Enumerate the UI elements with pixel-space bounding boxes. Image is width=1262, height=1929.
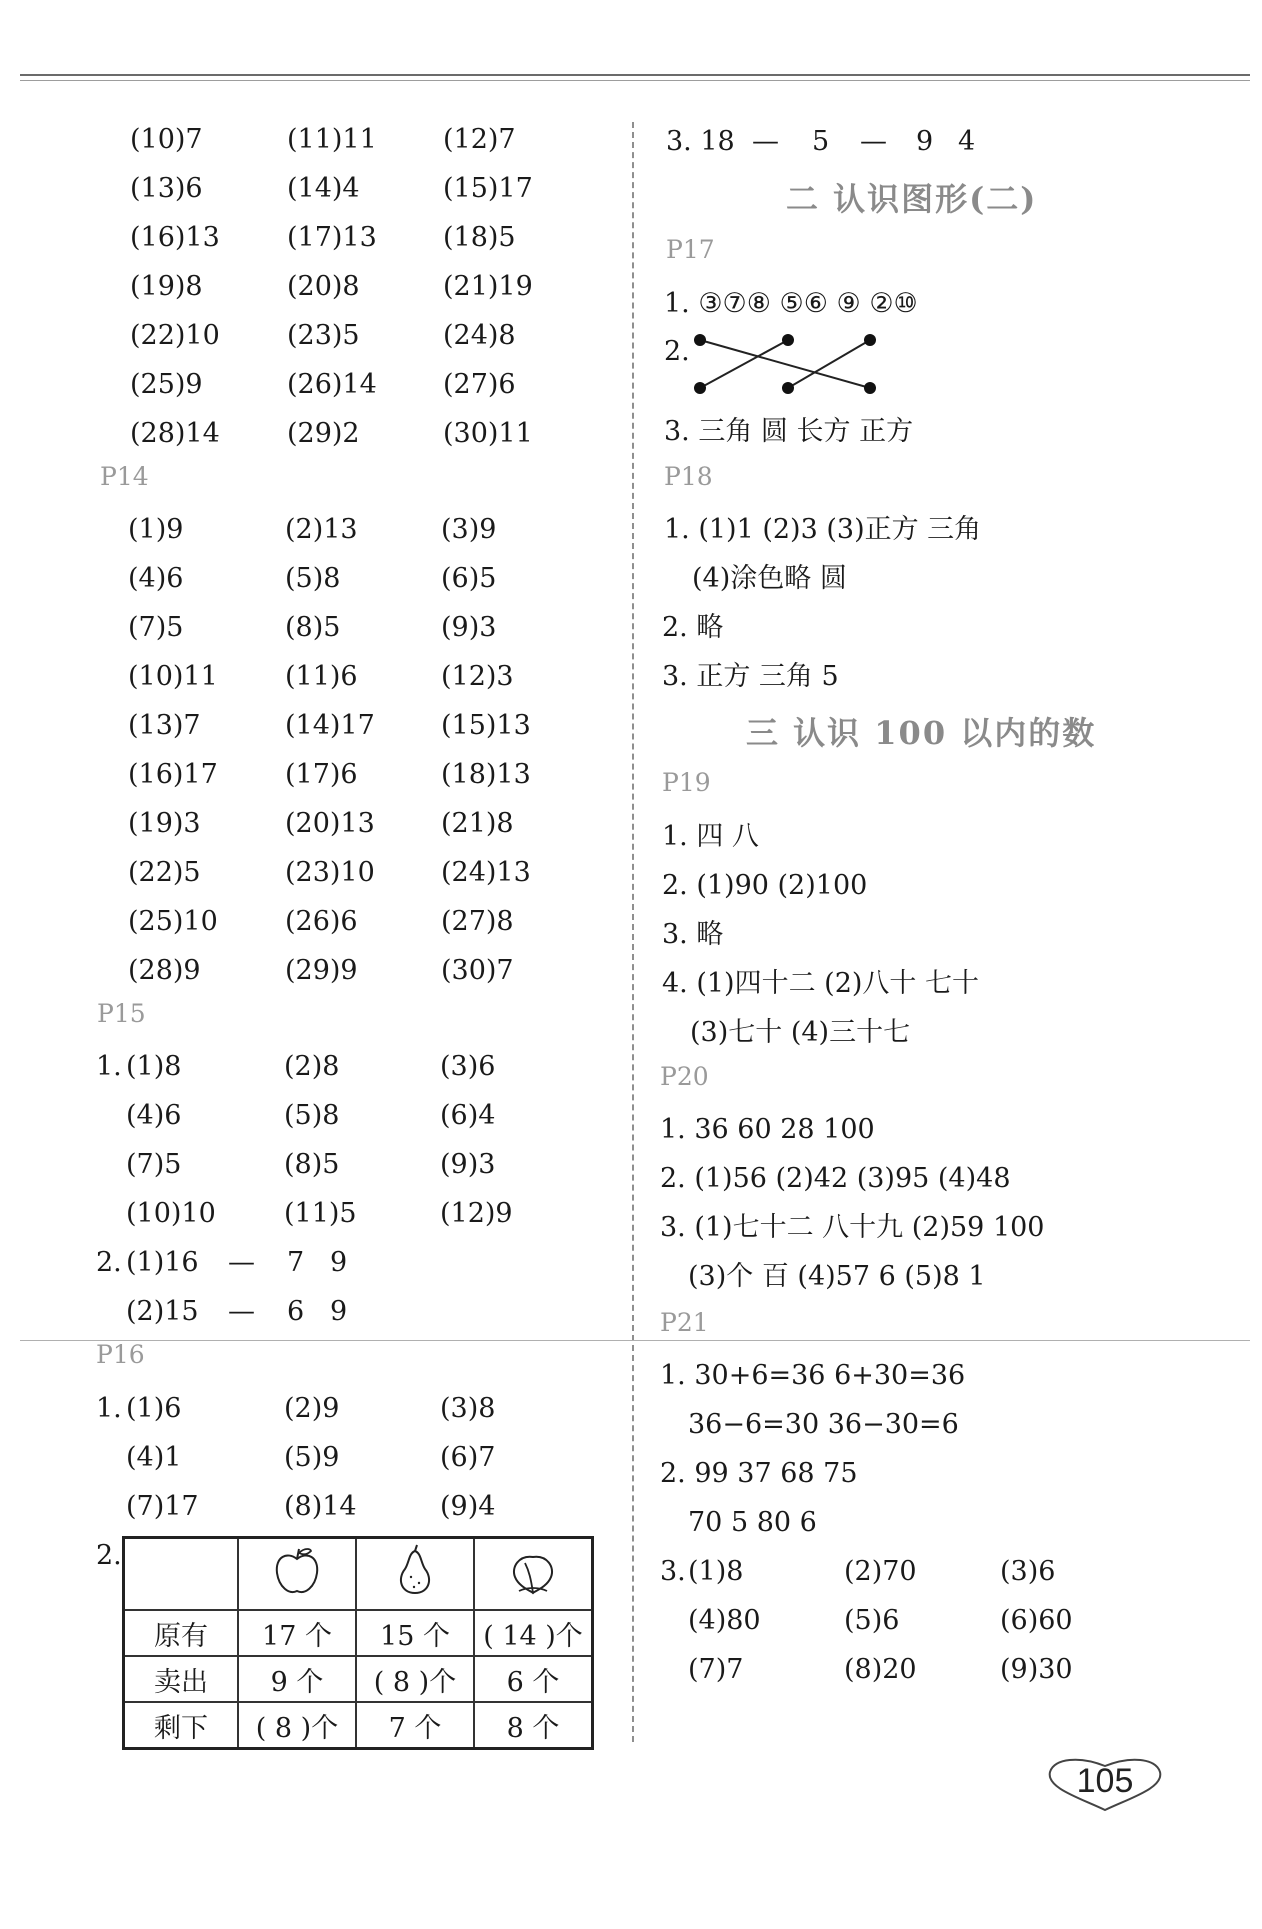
answer: (1)16	[126, 1247, 199, 1278]
answer-line: 1. 30+6=36 6+30=36	[660, 1360, 966, 1391]
answer-line: 1. 36 60 28 100	[660, 1114, 875, 1145]
answer: (12)7	[443, 124, 516, 155]
answer: (22)10	[130, 320, 220, 351]
answer: (9)30	[1000, 1654, 1073, 1685]
question-number: 2.	[664, 336, 690, 367]
answer: (26)14	[287, 369, 377, 400]
answer: (14)17	[285, 710, 375, 741]
table-corner	[124, 1538, 239, 1611]
answer: (15)13	[441, 710, 531, 741]
answer: (13)6	[130, 173, 203, 204]
answer: (1)9	[128, 514, 184, 545]
answer-line: (3)个 百 (4)57 6 (5)8 1	[688, 1261, 986, 1292]
page-label-p20: P20	[660, 1062, 709, 1091]
answer: (27)6	[443, 369, 516, 400]
answer-line: 2. 99 37 68 75	[660, 1458, 858, 1489]
question-number: 2.	[96, 1247, 122, 1278]
answer-line: 3. 正方 三角 5	[662, 661, 839, 692]
matching-lines-diagram	[690, 330, 890, 396]
answer: (19)8	[130, 271, 203, 302]
answer: (20)13	[285, 808, 375, 839]
answer: (15)17	[443, 173, 533, 204]
answer-line: 3. (1)七十二 八十九 (2)59 100	[660, 1212, 1045, 1243]
answer: (18)5	[443, 222, 516, 253]
answer: (4)1	[126, 1442, 182, 1473]
answer: (30)7	[441, 955, 514, 986]
table-cell: 8 个	[474, 1702, 593, 1749]
answer-line: 3. 略	[662, 919, 724, 950]
answer-line: 1. ③⑦⑧ ⑤⑥ ⑨ ②⑩	[664, 288, 918, 319]
table-cell: ( 14 )个	[474, 1610, 593, 1656]
answer: (11)6	[285, 661, 358, 692]
fold-line	[20, 1340, 1250, 1341]
dash: —	[228, 1247, 255, 1278]
answer: (10)10	[126, 1198, 216, 1229]
answer: (8)5	[285, 612, 341, 643]
answer: (5)8	[285, 563, 341, 594]
answer: 9	[330, 1247, 348, 1278]
page-label-p21: P21	[660, 1308, 709, 1337]
row-label: 剩下	[124, 1702, 239, 1749]
row-label: 卖出	[124, 1656, 239, 1702]
table-cell: 7 个	[356, 1702, 474, 1749]
answer: (10)7	[130, 124, 203, 155]
page-label-p17: P17	[666, 235, 715, 264]
answer: 4	[958, 126, 976, 157]
answer-line: 3. 三角 圆 长方 正方	[664, 416, 914, 447]
pear-icon	[356, 1538, 474, 1611]
question-number: 2.	[96, 1540, 122, 1571]
page-number: 105	[1076, 1762, 1134, 1800]
answer-line: 70 5 80 6	[688, 1507, 817, 1538]
answer: (6)60	[1000, 1605, 1073, 1636]
answer: (8)5	[284, 1149, 340, 1180]
table-row	[124, 1702, 593, 1749]
fruit-table	[122, 1536, 594, 1750]
answer: (24)13	[441, 857, 531, 888]
answer: (9)3	[441, 612, 497, 643]
apple-icon	[238, 1538, 356, 1611]
answer: 9	[330, 1296, 348, 1327]
answer: (21)19	[443, 271, 533, 302]
answer-line: (4)涂色略 圆	[692, 563, 847, 594]
answer: (14)4	[287, 173, 360, 204]
answer: (5)8	[284, 1100, 340, 1131]
table-cell: ( 8 )个	[356, 1656, 474, 1702]
dash: —	[860, 126, 887, 157]
answer: (5)6	[844, 1605, 900, 1636]
row-label: 原有	[124, 1610, 239, 1656]
answer: (25)10	[128, 906, 218, 937]
page-label-p18: P18	[664, 462, 713, 491]
answer-line: 36−6=30 36−30=6	[688, 1409, 959, 1440]
question-number: 3.	[660, 1556, 686, 1587]
answer: 3. 18	[666, 126, 735, 157]
answer: (8)14	[284, 1491, 357, 1522]
answer: (7)7	[688, 1654, 744, 1685]
answer: (17)6	[285, 759, 358, 790]
answer-line: (3)七十 (4)三十七	[690, 1017, 911, 1048]
answer: (2)15	[126, 1296, 199, 1327]
answer: (20)8	[287, 271, 360, 302]
answer: (7)5	[128, 612, 184, 643]
answer: (21)8	[441, 808, 514, 839]
answer: (30)11	[443, 418, 533, 449]
answer: (9)3	[440, 1149, 496, 1180]
answer-line: 2. 略	[662, 612, 724, 643]
answer-line: 1. 四 八	[662, 821, 759, 852]
answer: (1)8	[688, 1556, 744, 1587]
answer-line: 4. (1)四十二 (2)八十 七十	[662, 968, 979, 999]
answer: 6	[287, 1296, 305, 1327]
answer: (24)8	[443, 320, 516, 351]
answer: (19)3	[128, 808, 201, 839]
answer: (1)6	[126, 1393, 182, 1424]
answer: (29)2	[287, 418, 360, 449]
answer: (6)5	[441, 563, 497, 594]
answer: (16)17	[128, 759, 218, 790]
question-number: 1.	[96, 1393, 122, 1424]
page-label-p14: P14	[100, 462, 149, 491]
table-cell: 9 个	[238, 1656, 356, 1702]
answer: (7)17	[126, 1491, 199, 1522]
page-label-p16: P16	[96, 1340, 145, 1369]
answer: (2)70	[844, 1556, 917, 1587]
answer: (6)7	[440, 1442, 496, 1473]
answer: (4)80	[688, 1605, 761, 1636]
answer: (11)11	[287, 124, 377, 155]
page-label-p15: P15	[97, 999, 146, 1028]
answer: (22)5	[128, 857, 201, 888]
section-title-2: 二 认识图形(二)	[786, 180, 1038, 218]
answer: (23)10	[285, 857, 375, 888]
answer: (9)4	[440, 1491, 496, 1522]
answer-line: 2. (1)90 (2)100	[662, 870, 868, 901]
column-divider	[632, 122, 634, 1742]
answer: (6)4	[440, 1100, 496, 1131]
peach-icon	[474, 1538, 593, 1611]
answer: (2)8	[284, 1051, 340, 1082]
answer: (11)5	[284, 1198, 357, 1229]
answer: (7)5	[126, 1149, 182, 1180]
answer-line: 1. (1)1 (2)3 (3)正方 三角	[664, 514, 982, 545]
answer: (29)9	[285, 955, 358, 986]
table-row	[124, 1610, 593, 1656]
answer: (2)9	[284, 1393, 340, 1424]
answer: (8)20	[844, 1654, 917, 1685]
answer: (26)6	[285, 906, 358, 937]
answer: (28)14	[130, 418, 220, 449]
page-label-p19: P19	[662, 768, 711, 797]
dash: —	[752, 126, 779, 157]
answer: 7	[287, 1247, 305, 1278]
answer: (23)5	[287, 320, 360, 351]
table-cell: 15 个	[356, 1610, 474, 1656]
answer: (3)8	[440, 1393, 496, 1424]
page-number-badge	[1040, 1752, 1170, 1812]
answer: (2)13	[285, 514, 358, 545]
answer: (25)9	[130, 369, 203, 400]
answer: (27)8	[441, 906, 514, 937]
table-row	[124, 1656, 593, 1702]
answer: (12)9	[440, 1198, 513, 1229]
answer: (10)11	[128, 661, 218, 692]
dash: —	[228, 1296, 255, 1327]
table-cell: 6 个	[474, 1656, 593, 1702]
answer: (4)6	[128, 563, 184, 594]
answer: (1)8	[126, 1051, 182, 1082]
answer: (3)9	[441, 514, 497, 545]
answer: (4)6	[126, 1100, 182, 1131]
table-cell: ( 8 )个	[238, 1702, 356, 1749]
header-rule-thin	[20, 80, 1250, 81]
answer: (3)6	[440, 1051, 496, 1082]
section-title-3: 三 认识 100 以内的数	[746, 714, 1097, 752]
answer: (17)13	[287, 222, 377, 253]
table-header-row	[124, 1538, 593, 1611]
table-cell: 17 个	[238, 1610, 356, 1656]
answer-line: 2. (1)56 (2)42 (3)95 (4)48	[660, 1163, 1011, 1194]
answer: (28)9	[128, 955, 201, 986]
answer: (13)7	[128, 710, 201, 741]
answer: (5)9	[284, 1442, 340, 1473]
answer: 5	[812, 126, 830, 157]
header-rule	[20, 74, 1250, 76]
answer: (3)6	[1000, 1556, 1056, 1587]
question-number: 1.	[96, 1051, 122, 1082]
answer: (16)13	[130, 222, 220, 253]
answer: (12)3	[441, 661, 514, 692]
answer: (18)13	[441, 759, 531, 790]
answer: 9	[916, 126, 934, 157]
